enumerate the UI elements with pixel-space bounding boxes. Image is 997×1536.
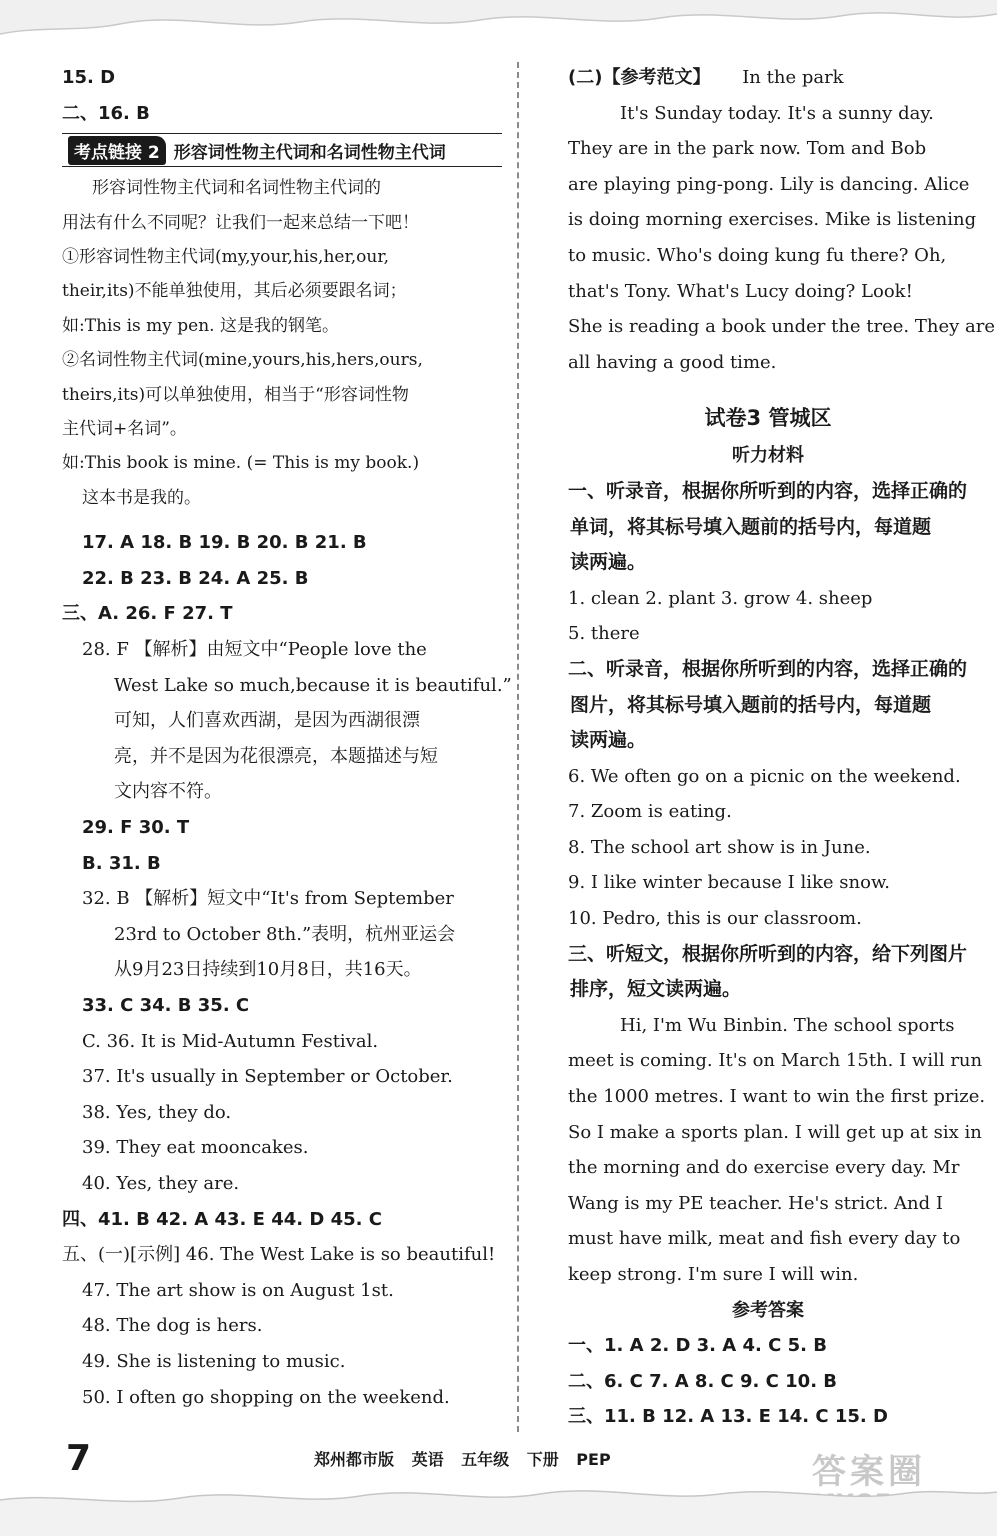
- torn-paper-bottom-edge: [0, 1482, 997, 1536]
- answer-line: 48. The dog is hers.: [82, 1315, 263, 1337]
- answer-line: C. 36. It is Mid-Autumn Festival.: [82, 1030, 379, 1052]
- kd-line: 形容词性物主代词和名词性物主代词的: [92, 178, 381, 199]
- essay-line: that's Tony. What's Lucy doing? Look!: [568, 280, 913, 302]
- passage-line: meet is coming. It's on March 15th. I will run: [568, 1050, 983, 1072]
- question-heading: 读两遍。: [570, 729, 647, 752]
- kd-line: 如:This book is mine. (= This is my book.): [62, 453, 420, 474]
- essay-label: (二)【参考范文】: [568, 67, 711, 88]
- essay-line: all having a good time.: [568, 351, 777, 373]
- answer-line: 从9月23日持续到10月8日，共16天。: [114, 959, 422, 981]
- knowledge-link-header: [62, 133, 502, 167]
- listening-item: 6. We often go on a picnic on the weekend.: [568, 765, 961, 787]
- listening-item: 9. I like winter because I like snow.: [568, 872, 890, 894]
- listening-item: 8. The school art show is in June.: [568, 836, 871, 858]
- listening-item: 5. there: [568, 623, 640, 645]
- essay-line: It's Sunday today. It's a sunny day.: [620, 102, 934, 124]
- question-heading: 排序，短文读两遍。: [570, 978, 742, 1001]
- essay-line: are playing ping-pong. Lily is dancing. Alice: [568, 173, 970, 195]
- answer-line: 50. I often go shopping on the weekend.: [82, 1386, 450, 1408]
- page-number: 7: [66, 1437, 92, 1479]
- answer-line: 亮，并不是因为花很漂亮，本题描述与短: [114, 745, 438, 767]
- passage-line: So I make a sports plan. I will get up at six in: [568, 1121, 982, 1143]
- essay-line: is doing morning exercises. Mike is listening: [568, 209, 977, 231]
- question-heading: 一、听录音，根据你所听到的内容，选择正确的: [568, 479, 968, 502]
- kd-line: ①形容词性物主代词(my,your,his,her,our,: [62, 247, 389, 267]
- answer-line: 47. The art show is on August 1st.: [82, 1279, 394, 1301]
- answer-line: 一、1. A 2. D 3. A 4. C 5. B: [568, 1335, 827, 1357]
- kd-line: 用法有什么不同呢？让我们一起来总结一下吧！: [62, 212, 419, 233]
- answer-line: 49. She is listening to music.: [82, 1350, 346, 1372]
- question-heading: 读两遍。: [570, 551, 647, 574]
- question-heading: 三、听短文，根据你所听到的内容，给下列图片: [568, 942, 968, 965]
- answer-line: 29. F 30. T: [82, 817, 190, 838]
- answer-line: B. 31. B: [82, 852, 161, 874]
- passage-line: must have milk, meat and fish every day to: [568, 1228, 961, 1250]
- answer-line: 可知，人们喜欢西湖，是因为西湖很漂: [114, 710, 420, 732]
- answer-line: 三、A. 26. F 27. T: [62, 603, 233, 625]
- passage-line: keep strong. I'm sure I will win.: [568, 1264, 859, 1285]
- passage-line: the 1000 metres. I want to win the first prize.: [568, 1086, 986, 1108]
- left-column: [62, 60, 512, 1415]
- answer-line: 15. D: [62, 67, 116, 88]
- torn-paper-top-edge: [0, 0, 997, 46]
- kd-line: theirs,its)可以单独使用，相当于“形容词性物: [62, 384, 409, 405]
- answer-line: 二、16. B: [62, 102, 150, 124]
- answer-line: 四、41. B 42. A 43. E 44. D 45. C: [62, 1208, 382, 1230]
- essay-line: to music. Who's doing kung fu there? Oh,: [568, 244, 947, 266]
- essay-header: [568, 60, 968, 96]
- right-column: [568, 60, 995, 1435]
- kd-line: ②名词性物主代词(mine,yours,his,hers,ours,: [62, 350, 423, 371]
- knowledge-link-tag: 考点链接 2: [68, 136, 166, 165]
- answer-line: 37. It's usually in September or October.: [82, 1066, 453, 1088]
- question-heading: 图片，将其标号填入题前的括号内，每道题: [570, 693, 932, 716]
- question-heading: 单词，将其标号填入题前的括号内，每道题: [570, 515, 932, 538]
- answer-line: 22. B 23. B 24. A 25. B: [82, 567, 309, 589]
- column-divider: [517, 62, 519, 1432]
- knowledge-link-title: 形容词性物主代词和名词性物主代词: [173, 142, 446, 163]
- page-footer: [66, 1438, 936, 1478]
- answer-line: 40. Yes, they are.: [82, 1172, 240, 1194]
- kd-line: 这本书是我的。: [82, 487, 201, 508]
- answers-title: 参考答案: [732, 1299, 804, 1321]
- answer-line: West Lake so much,because it is beautiful.”: [114, 674, 512, 696]
- listening-item: 1. clean 2. plant 3. grow 4. sheep: [568, 587, 873, 609]
- answer-line: 33. C 34. B 35. C: [82, 994, 250, 1016]
- kd-line: 主代词+名词”。: [62, 419, 187, 440]
- listening-item: 7. Zoom is eating.: [568, 801, 732, 823]
- watermark-top: 答案圈: [812, 1452, 926, 1492]
- section-title: 试卷3 管城区: [704, 406, 832, 431]
- kd-line: their,its)不能单独使用，其后必须要跟名词；: [62, 281, 407, 302]
- question-heading: 二、听录音，根据你所听到的内容，选择正确的: [568, 657, 968, 680]
- listening-item: 10. Pedro, this is our classroom.: [568, 908, 862, 930]
- kd-line: 如:This is my pen. 这是我的钢笔。: [62, 315, 339, 336]
- listening-title: 听力材料: [732, 445, 804, 467]
- knowledge-link-body: [62, 171, 502, 515]
- answer-line: 23rd to October 8th.”表明，杭州亚运会: [114, 923, 456, 945]
- essay-line: They are in the park now. Tom and Bob: [568, 138, 927, 160]
- essay-line: She is reading a book under the tree. They are: [568, 316, 995, 338]
- answer-line: 39. They eat mooncakes.: [82, 1137, 309, 1159]
- answer-line: 文内容不符。: [114, 781, 222, 803]
- answer-line: 五、(一)[示例] 46. The West Lake is so beautiful!: [62, 1244, 496, 1266]
- passage-line: the morning and do exercise every day. Mr: [568, 1157, 960, 1179]
- answer-line: 二、6. C 7. A 8. C 9. C 10. B: [568, 1370, 838, 1392]
- answer-line: 28. F 【解析】由短文中“People love the: [82, 639, 427, 661]
- passage-line: Hi, I'm Wu Binbin. The school sports: [620, 1014, 955, 1036]
- passage-line: Wang is my PE teacher. He's strict. And I: [568, 1192, 943, 1214]
- footer-text: 郑州都市版 英语 五年级 下册 PEP: [314, 1449, 611, 1469]
- answer-line: 32. B 【解析】短文中“It's from September: [82, 888, 454, 910]
- answer-line: 三、11. B 12. A 13. E 14. C 15. D: [568, 1406, 888, 1428]
- answer-line: 38. Yes, they do.: [82, 1101, 232, 1123]
- answer-line: 17. A 18. B 19. B 20. B 21. B: [82, 532, 367, 554]
- essay-title: In the park: [742, 67, 844, 88]
